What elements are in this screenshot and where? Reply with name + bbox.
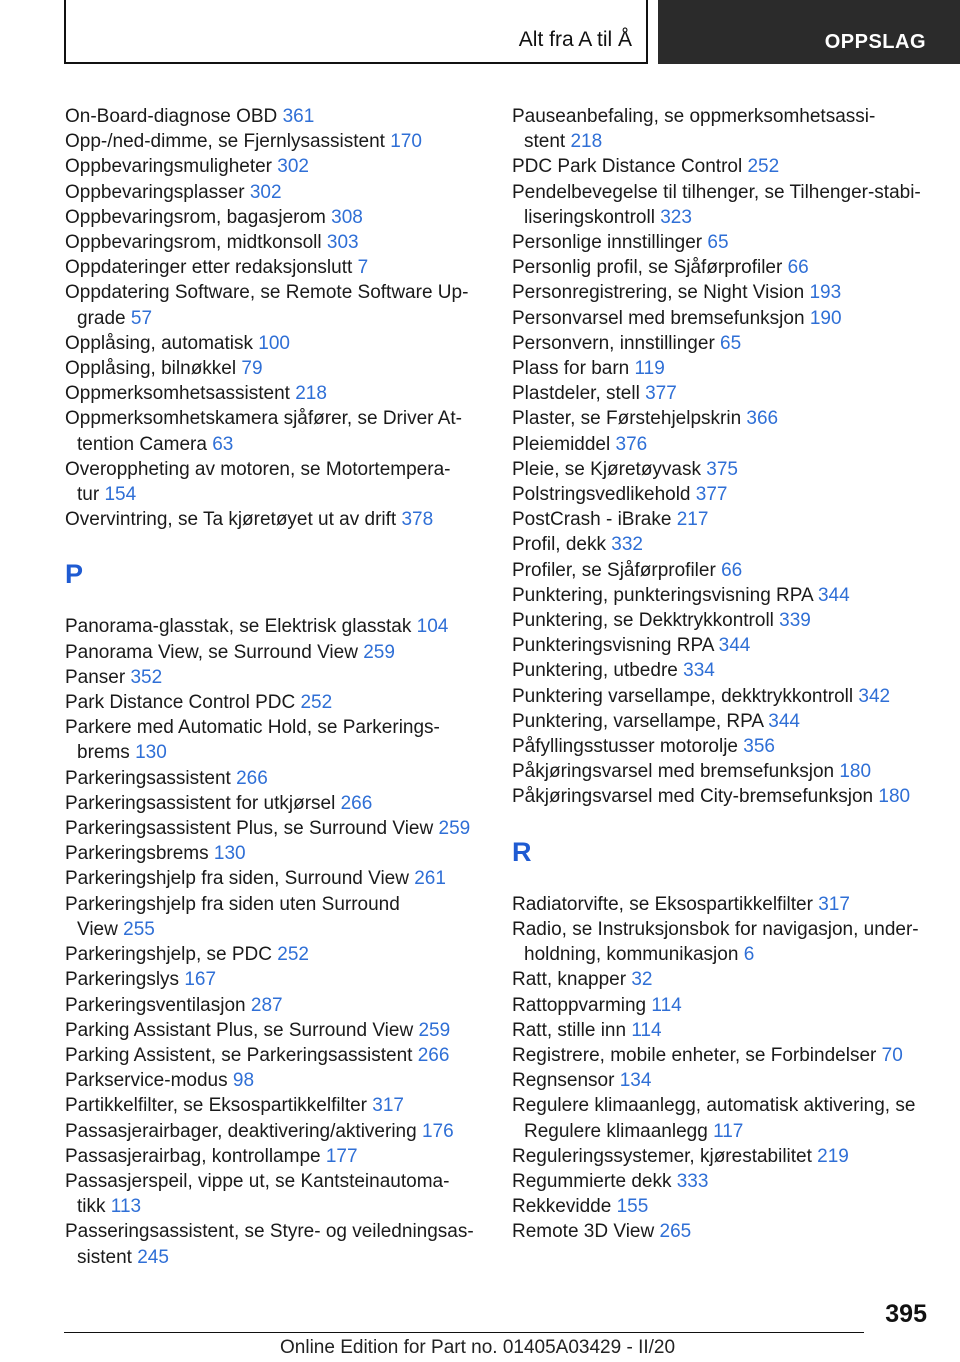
index-entry (65, 230, 485, 255)
index-entry (512, 1018, 937, 1043)
index-entry-term: Passeringsassistent, se Styre- og veiledningsas‐ (65, 1221, 474, 1243)
index-page-link[interactable]: 266 (236, 767, 268, 789)
index-entry-term: tikk (77, 1196, 106, 1218)
index-page-link[interactable]: 287 (250, 994, 283, 1016)
index-entry (512, 532, 937, 557)
index-entry-term: Remote 3D View (512, 1221, 655, 1243)
index-entry (65, 614, 485, 639)
index-page-link[interactable]: 344 (768, 710, 800, 732)
index-page-link[interactable]: 100 (258, 332, 290, 354)
footer-divider (64, 1332, 864, 1333)
index-entry-term: Radiatorvifte, se Eksospartikkelfilter (512, 893, 813, 915)
index-entry (65, 841, 485, 866)
index-entry-term: Overoppheting av motoren, se Motortempera‐ (65, 458, 451, 480)
index-entry-term: On-Board-diagnose OBD (65, 106, 278, 127)
index-page-link[interactable]: 167 (184, 969, 217, 991)
index-page-link[interactable]: 66 (787, 257, 809, 279)
index-entry (65, 457, 485, 507)
index-entry (65, 1068, 485, 1093)
index-page-link[interactable]: 266 (340, 792, 373, 814)
index-entry-term: Påfyllingsstusser motorolje (512, 736, 738, 758)
index-entry (512, 255, 937, 280)
index-page-link[interactable]: 259 (363, 641, 395, 663)
index-entry (65, 356, 485, 381)
index-entry (512, 1169, 937, 1194)
index-entry (512, 507, 937, 532)
index-entry (65, 993, 485, 1018)
index-page-link[interactable]: 303 (326, 232, 359, 254)
index-entry-term: stent (524, 131, 566, 153)
index-page-link[interactable]: 252 (747, 156, 780, 178)
index-entry-term: Personvern, innstillinger (512, 332, 715, 354)
index-entry-term: Passasjerairbager, deaktivering/aktivering (65, 1120, 417, 1142)
index-page-link[interactable]: 154 (104, 484, 137, 506)
index-page-link[interactable]: 66 (721, 559, 743, 581)
index-page-link[interactable]: 218 (570, 131, 603, 153)
index-page-link[interactable]: 366 (746, 408, 779, 430)
index-entry (512, 306, 937, 331)
index-entry-term: Parkeringsbrems (65, 843, 209, 865)
index-entry (512, 381, 937, 406)
index-entry (65, 104, 485, 129)
index-page-link[interactable]: 177 (325, 1145, 358, 1167)
index-page-link[interactable]: 245 (137, 1246, 169, 1268)
index-entry (512, 1144, 937, 1169)
index-page-link[interactable]: 190 (809, 307, 842, 329)
index-entry-term: Parkservice-modus (65, 1070, 228, 1092)
index-entry (65, 154, 485, 179)
index-entry-term: Oppdatering Software, se Remote Software Up‐ (65, 282, 469, 304)
index-entry-term: Påkjøringsvarsel med City-bremsefunksjon (512, 786, 874, 808)
index-entry (512, 709, 937, 734)
index-page-link[interactable]: 155 (616, 1196, 649, 1218)
index-page-link[interactable]: 219 (817, 1145, 849, 1167)
index-page-link[interactable]: 57 (130, 307, 153, 329)
index-entry-term: Regummierte dekk (512, 1170, 672, 1192)
index-page-link[interactable]: 252 (300, 692, 333, 714)
index-entry-term: Parkere med Automatic Hold, se Parkerings‐ (65, 717, 440, 739)
index-entry-term: Ratt, knapper (512, 969, 627, 991)
index-page-link[interactable]: 378 (401, 509, 434, 531)
header-section-box (64, 0, 648, 64)
index-page-link[interactable]: 352 (130, 666, 163, 688)
index-entry-term: Opp-/ned-dimme, se Fjernlysassistent (65, 131, 385, 153)
index-letter-heading: R (512, 836, 532, 867)
index-page-link[interactable]: 65 (720, 332, 742, 354)
index-entry-term: Parkeringsassistent for utkjørsel (65, 792, 336, 814)
index-entry (65, 331, 485, 356)
index-page-link[interactable]: 104 (416, 616, 449, 638)
index-entry (65, 665, 485, 690)
index-entry (512, 1068, 937, 1093)
index-page-link[interactable]: 130 (135, 742, 167, 764)
index-entry (65, 967, 485, 992)
index-entry (65, 507, 485, 532)
index-page-link[interactable]: 65 (707, 232, 729, 254)
index-entry (65, 1119, 485, 1144)
index-entry (512, 759, 937, 784)
index-entry-term: Regulere klimaanlegg (524, 1120, 708, 1142)
index-entry-term: Panorama View, se Surround View (65, 641, 358, 663)
index-entry-term: Reguleringssystemer, kjørestabilitet (512, 1145, 812, 1167)
index-entry-term: Pendelbevegelse til tilhenger, se Tilhenger-stabi‐ (512, 181, 921, 203)
index-entry-term: Profil, dekk (512, 534, 606, 556)
index-entry (512, 406, 937, 431)
index-entry-term: Panser (65, 666, 126, 688)
index-entry-term: Rekkevidde (512, 1196, 612, 1218)
index-entry-term: Pleie, se Kjøretøyvask (512, 458, 701, 480)
index-entry (512, 608, 937, 633)
index-entry-term: Plaster, se Førstehjelpskrin (512, 408, 742, 430)
index-entry-term: Opplåsing, bilnøkkel (65, 358, 237, 380)
index-entry-term: Panorama-glasstak, se Elektrisk glasstak (65, 616, 412, 638)
index-entry-term: Parkeringsventilasjon (65, 994, 246, 1016)
index-entry (65, 205, 485, 230)
index-entry (65, 129, 485, 154)
index-page-link[interactable]: 98 (232, 1070, 255, 1092)
index-entry (512, 1194, 937, 1219)
index-entry (512, 356, 937, 381)
index-entry (512, 331, 937, 356)
index-entry-term: Oppbevaringsplasser (65, 181, 245, 203)
index-entry-term: Oppbevaringsrom, bagasjerom (65, 206, 326, 228)
index-entry-term: Punktering, punkteringsvisning RPA (512, 584, 813, 606)
index-entry-term: Radio, se Instruksjonsbok for navigasjon, under‐ (512, 918, 919, 940)
index-entry (512, 154, 937, 179)
index-page-link[interactable]: 117 (713, 1120, 744, 1142)
index-entry (65, 1018, 485, 1043)
index-entry (512, 967, 937, 992)
index-page-link[interactable]: 377 (645, 383, 677, 405)
index-page-link[interactable]: 134 (619, 1070, 652, 1092)
index-entry (65, 690, 485, 715)
index-page-link[interactable]: 218 (295, 383, 327, 405)
index-entry (512, 1043, 937, 1068)
index-page-link[interactable]: 63 (212, 433, 234, 455)
index-page-link[interactable]: 176 (421, 1120, 454, 1142)
index-entry (65, 791, 485, 816)
index-entry-term: Parkeringshjelp fra siden, Surround View (65, 868, 409, 890)
index-entry-term: PostCrash - iBrake (512, 509, 672, 531)
index-page-link[interactable]: 180 (878, 786, 911, 808)
index-entry-term: Personvarsel med bremsefunksjon (512, 307, 805, 329)
index-entry-term: Pauseanbefaling, se oppmerksomhetsassi‐ (512, 106, 876, 127)
index-entry (65, 766, 485, 791)
header-tab-label: OPPSLAG (824, 31, 926, 53)
index-entry-term: Overvintring, se Ta kjøretøyet ut av drift (65, 509, 397, 531)
index-page-link[interactable]: 79 (241, 358, 263, 380)
index-entry (65, 892, 485, 942)
index-page-link[interactable]: 180 (839, 761, 872, 783)
index-page-link[interactable]: 334 (683, 660, 715, 682)
index-entry (512, 230, 937, 255)
index-entry-term: sistent (77, 1246, 132, 1268)
index-page-link[interactable]: 377 (695, 484, 728, 506)
index-page-link[interactable]: 333 (676, 1170, 709, 1192)
index-entry-term: tur (77, 484, 100, 506)
index-entry-term: Punktering, varsellampe, RPA (512, 710, 763, 732)
index-entry-term: Punkteringsvisning RPA (512, 635, 714, 657)
index-page-link[interactable]: 361 (282, 106, 315, 127)
footer-edition: Online Edition for Part no. 01405A03429 - II/20 (280, 1337, 676, 1358)
index-entry-term: Punktering, utbedre (512, 660, 678, 682)
index-page-link[interactable]: 375 (706, 458, 738, 480)
index-page-link[interactable]: 259 (438, 818, 471, 840)
index-entry (65, 381, 485, 406)
index-entry-term: grade (77, 307, 126, 329)
index-entry-term: Punktering, se Dekktrykkontroll (512, 610, 774, 632)
index-entry-term: Personlig profil, se Sjåførprofiler (512, 257, 783, 279)
index-entry (512, 892, 937, 917)
index-entry-term: Oppbevaringsrom, midtkonsoll (65, 232, 322, 254)
index-page-link[interactable]: 376 (615, 433, 648, 455)
index-page-link[interactable]: 339 (779, 610, 811, 632)
index-entry (65, 640, 485, 665)
index-entry-term: Pleiemiddel (512, 433, 611, 455)
index-entry-term: Oppdateringer etter redaksjonslutt (65, 257, 353, 279)
index-entry (65, 715, 485, 765)
index-entry-term: Passasjerspeil, vippe ut, se Kantsteinautoma‐ (65, 1170, 450, 1192)
index-entry-term: holdning, kommunikasjon (524, 944, 739, 966)
index-page-link[interactable]: 252 (277, 944, 309, 966)
index-entry (512, 432, 937, 457)
index-page-link[interactable]: 170 (390, 131, 422, 153)
index-page-link[interactable]: 70 (881, 1044, 903, 1066)
index-entry-term: Påkjøringsvarsel med bremsefunksjon (512, 761, 835, 783)
index-entry-term: Plass for barn (512, 358, 630, 380)
index-entry (512, 993, 937, 1018)
index-entry-term: Passasjerairbag, kontrollampe (65, 1145, 321, 1167)
index-entry (65, 1093, 485, 1118)
index-entry-term: Opplåsing, automatisk (65, 332, 253, 354)
index-page-link[interactable]: 344 (817, 584, 850, 606)
index-page-link[interactable]: 6 (743, 944, 755, 966)
index-entry (512, 734, 937, 759)
index-entry (65, 866, 485, 891)
index-page-link[interactable]: 130 (213, 843, 246, 865)
index-entry-term: Park Distance Control PDC (65, 692, 296, 714)
index-entry-term: Plastdeler, stell (512, 383, 640, 405)
index-page-link[interactable]: 7 (357, 257, 369, 279)
index-entry-term: Parkeringshjelp, se PDC (65, 944, 272, 966)
index-entry-term: Parkeringsassistent (65, 767, 231, 789)
index-page-link[interactable]: 114 (631, 1019, 662, 1041)
index-page-link[interactable]: 259 (418, 1019, 451, 1041)
index-column-left (65, 104, 485, 1270)
index-entry (65, 942, 485, 967)
index-entry (512, 482, 937, 507)
index-entry (65, 816, 485, 841)
index-entry-term: Regnsensor (512, 1070, 615, 1092)
index-entry-term: Parking Assistent, se Parkeringsassistent (65, 1044, 413, 1066)
index-entry-term: liseringskontroll (524, 206, 655, 228)
index-entry-term: Partikkelfilter, se Eksospartikkelfilter (65, 1095, 367, 1117)
index-page-link[interactable]: 113 (110, 1196, 142, 1218)
index-entry (512, 457, 937, 482)
index-entry-term: Parkeringshjelp fra siden uten Surround (65, 893, 400, 915)
index-entry (65, 180, 485, 205)
index-entry-term: Rattoppvarming (512, 994, 647, 1016)
index-page-link[interactable]: 323 (660, 206, 692, 228)
index-entry-term: Profiler, se Sjåførprofiler (512, 559, 716, 581)
index-page-link[interactable]: 114 (651, 994, 682, 1016)
index-entry (512, 558, 937, 583)
index-page-link[interactable]: 302 (249, 181, 282, 203)
index-entry-term: Polstringsvedlikehold (512, 484, 691, 506)
index-entry (512, 180, 937, 230)
index-page-link[interactable]: 265 (659, 1221, 692, 1243)
index-entry (65, 1144, 485, 1169)
index-page-link[interactable]: 302 (277, 156, 309, 178)
index-page-link[interactable]: 356 (743, 736, 775, 758)
index-entry (512, 104, 937, 154)
index-entry-term: PDC Park Distance Control (512, 156, 743, 178)
index-entry (65, 255, 485, 280)
index-entry (512, 633, 937, 658)
index-entry (512, 917, 937, 967)
index-entry-term: View (77, 918, 118, 940)
index-entry-term: Personlige innstillinger (512, 232, 703, 254)
index-entry (512, 684, 937, 709)
index-entry-term: Registrere, mobile enheter, se Forbindelser (512, 1044, 877, 1066)
index-entry (512, 583, 937, 608)
index-entry (65, 280, 485, 330)
index-entry-term: tention Camera (77, 433, 207, 455)
index-page-link[interactable]: 332 (611, 534, 643, 556)
index-entry-term: Oppbevaringsmuligheter (65, 156, 273, 178)
index-page-link[interactable]: 317 (372, 1095, 404, 1117)
index-page-link[interactable]: 266 (417, 1044, 450, 1066)
index-entry-term: Oppmerksomhetsassistent (65, 383, 290, 405)
index-page-link[interactable]: 317 (818, 893, 850, 915)
index-entry (512, 1219, 937, 1244)
index-entry (512, 1093, 937, 1143)
index-entry-term: Personregistrering, se Night Vision (512, 282, 805, 304)
index-page-link[interactable]: 119 (634, 358, 665, 380)
index-entry (512, 784, 937, 809)
index-entry (512, 658, 937, 683)
index-entry-term: Oppmerksomhetskamera sjåfører, se Driver At‐ (65, 408, 462, 430)
index-page-link[interactable]: 217 (676, 509, 709, 531)
index-entry (65, 1169, 485, 1219)
index-page-link[interactable]: 308 (331, 206, 363, 228)
index-entry-term: Punktering varsellampe, dekktrykkontroll (512, 685, 854, 707)
header-section-title: Alt fra A til Å (518, 28, 632, 51)
page-number: 395 (885, 1300, 927, 1328)
index-entry-term: Parking Assistant Plus, se Surround View (65, 1019, 414, 1041)
index-page-link[interactable]: 255 (123, 918, 155, 940)
index-entry (65, 1043, 485, 1068)
index-letter-heading: P (65, 559, 84, 590)
index-column-right (512, 104, 937, 1245)
index-entry-term: Regulere klimaanlegg, automatisk aktivering, se (512, 1095, 916, 1117)
index-page-link[interactable]: 344 (718, 635, 751, 657)
index-entry (65, 406, 485, 456)
header-tab (658, 0, 960, 64)
index-page-link[interactable]: 261 (414, 868, 446, 890)
index-entry (65, 1219, 485, 1269)
index-page-link[interactable]: 342 (858, 685, 891, 707)
index-entry (512, 280, 937, 305)
index-entry-term: Parkeringslys (65, 969, 180, 991)
index-entry-term: brems (77, 742, 130, 764)
index-page-link[interactable]: 193 (809, 282, 842, 304)
index-page-link[interactable]: 32 (631, 969, 653, 991)
index-entry-term: Ratt, stille inn (512, 1019, 627, 1041)
index-entry-term: Parkeringsassistent Plus, se Surround View (65, 818, 434, 840)
